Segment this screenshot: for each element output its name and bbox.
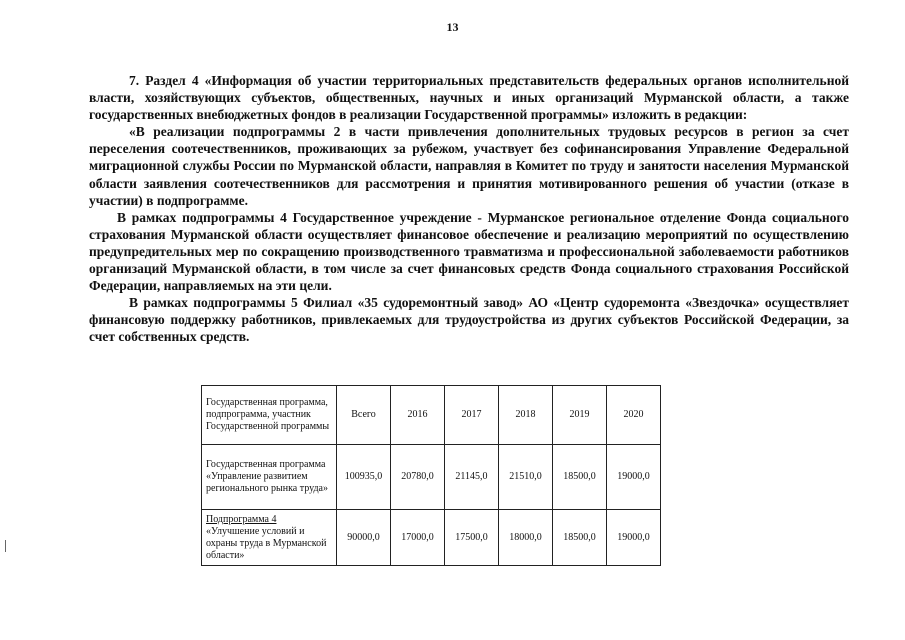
table-header-row	[202, 386, 661, 445]
value-cell: 20780,0	[391, 445, 445, 510]
value-cell: 18000,0	[499, 510, 553, 566]
header-cell: 2019	[553, 386, 607, 445]
value-cell: 21510,0	[499, 445, 553, 510]
paragraph-subprogram-4: В рамках подпрограммы 4 Государственное учреждение - Мурманское региональное отделение Фонда социального страхования Мурманской области осуществляет финансовое обеспечение и реализацию мероприятий по осуществлению предупредительных мер по сокращению производственного травматизма и профессиональной заболеваемости работников организаций Мурманской области, в том числе за счет финансовых средств Фонда социального страхования Российской Федерации, направляемых на эти цели.	[89, 209, 849, 294]
value-cell: 17500,0	[445, 510, 499, 566]
value-cell: 100935,0	[337, 445, 391, 510]
paragraph-item-7: 7. Раздел 4 «Информация об участии территориальных представительств федеральных органов исполнительной власти, хозяйствующих субъектов, общественных, научных и иных организаций Мурманской области, а также государственных внебюджетных фондов в реализации Государственной программы» изложить в редакции:	[89, 73, 849, 123]
subprogram-title: Подпрограмма 4	[206, 513, 277, 525]
header-name-cell: Государственная программа, подпрограмма, участник Государственной программы	[202, 386, 337, 445]
header-cell: 2017	[445, 386, 499, 445]
paragraph-subprogram-5: В рамках подпрограммы 5 Филиал «35 судоремонтный завод» АО «Центр судоремонта «Звездочка» осуществляет финансовую поддержку работников, привлекаемых для трудоустройства из других субъектов Российской Федерации, за счет собственных средств.	[89, 295, 849, 345]
table-row	[202, 510, 661, 566]
funding-table	[201, 385, 661, 566]
header-cell: 2020	[607, 386, 661, 445]
scan-margin-mark	[5, 540, 6, 552]
value-cell: 19000,0	[607, 510, 661, 566]
header-cell: 2018	[499, 386, 553, 445]
header-cell: 2016	[391, 386, 445, 445]
paragraph-subprogram-2: «В реализации подпрограммы 2 в части привлечения дополнительных трудовых ресурсов в регион за счет переселения соотечественников, проживающих за рубежом, участвует без софинансирования Управление Федеральной миграционной службы России по Мурманской области, направляя в Комитет по труду и занятости населения Мурманской области заявления соотечественников для рассмотрения и принятия мотивированного решения об участии (отказе в участии) в подпрограмме.	[89, 124, 849, 208]
value-cell: 17000,0	[391, 510, 445, 566]
value-cell: 18500,0	[553, 510, 607, 566]
row-name-cell	[202, 510, 337, 566]
page-number: 13	[446, 20, 459, 34]
document-body	[89, 72, 849, 346]
header-cell: Всего	[337, 386, 391, 445]
value-cell: 21145,0	[445, 445, 499, 510]
table-row	[202, 445, 661, 510]
value-cell: 18500,0	[553, 445, 607, 510]
subprogram-name: «Улучшение условий и охраны труда в Мурманской области»	[206, 525, 327, 561]
value-cell: 90000,0	[337, 510, 391, 566]
value-cell: 19000,0	[607, 445, 661, 510]
row-name-cell: Государственная программа «Управление развитием регионального рынка труда»	[202, 445, 337, 510]
